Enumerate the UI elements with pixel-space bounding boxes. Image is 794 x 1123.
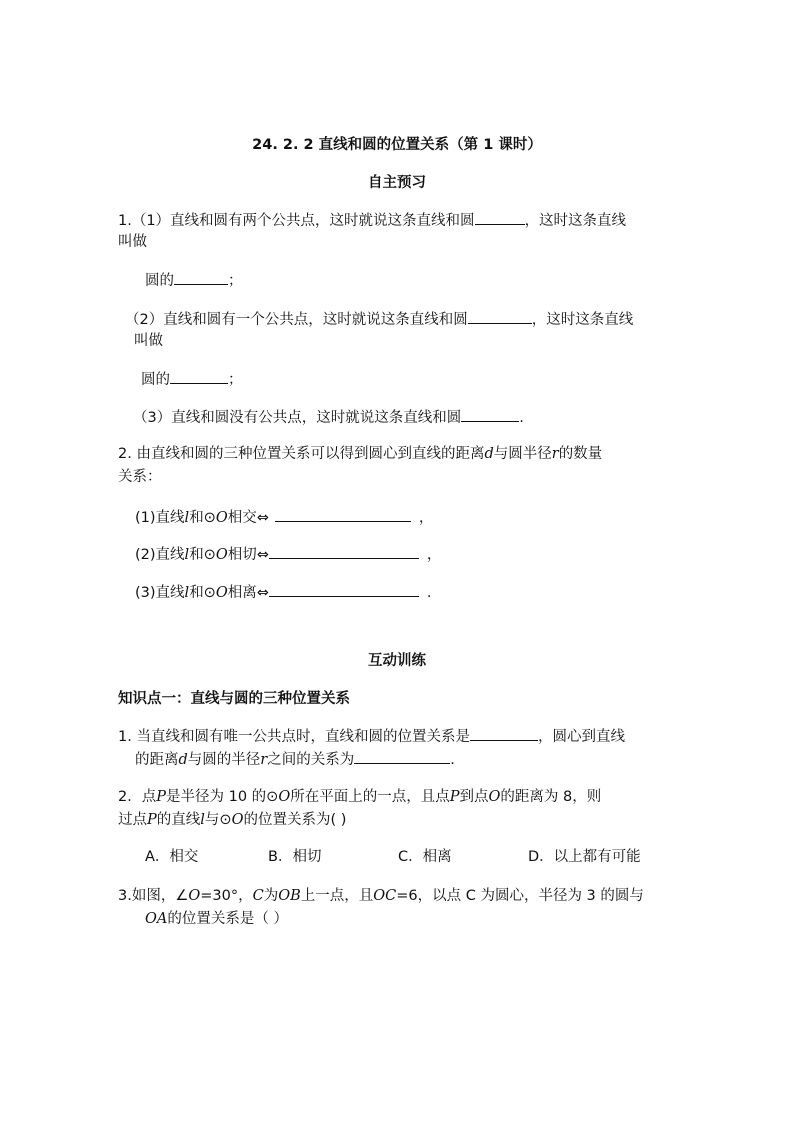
page-title: 24. 2. 2 直线和圆的位置关系（第 1 课时） bbox=[252, 137, 542, 153]
section-heading-preview: 自主预习 bbox=[368, 175, 426, 191]
q1-part2-line2: 叫做 bbox=[134, 333, 163, 349]
answer-blank[interactable] bbox=[174, 270, 228, 285]
answer-blank[interactable] bbox=[354, 749, 450, 764]
answer-blank[interactable] bbox=[275, 507, 411, 522]
q2-line2: 关系： bbox=[118, 469, 162, 485]
option-a[interactable]: A．相交 bbox=[145, 849, 199, 865]
q1-part1-line2: 叫做 bbox=[118, 234, 147, 250]
option-d[interactable]: D．以上都有可能 bbox=[528, 849, 641, 865]
q1-part2-line1: （2）直线和圆有一个公共点，这时就说这条直线和圆 ，这时这条直线 bbox=[125, 309, 633, 330]
answer-blank[interactable] bbox=[269, 582, 419, 597]
q1-part1-line3: 圆的 ； bbox=[145, 270, 243, 291]
option-b[interactable]: B．相切 bbox=[268, 849, 322, 865]
answer-blank[interactable] bbox=[470, 726, 538, 741]
answer-blank[interactable] bbox=[468, 309, 532, 324]
p1-line1: 1. 当直线和圆有唯一公共点时，直线和圆的位置关系是 ，圆心到直线 bbox=[118, 726, 625, 747]
relation-tangent: (2)直线l和⊙O相切⇔ ， bbox=[135, 544, 441, 565]
p2-line2: 过点P的直线l与⊙O的位置关系为( ) bbox=[118, 812, 347, 828]
option-c[interactable]: C．相离 bbox=[398, 849, 452, 865]
answer-blank[interactable] bbox=[461, 407, 519, 422]
p1-line2: 的距离d与圆的半径r之间的关系为 . bbox=[135, 749, 455, 770]
q1-part3-line1: （3）直线和圆没有公共点，这时就说这条直线和圆 . bbox=[133, 407, 524, 428]
q2-line1: 2. 由直线和圆的三种位置关系可以得到圆心到直线的距离d与圆半径r的数量 bbox=[118, 446, 603, 462]
section-heading-practice: 互动训练 bbox=[368, 653, 426, 669]
knowledge-point-heading: 知识点一：直线与圆的三种位置关系 bbox=[118, 691, 350, 707]
relation-intersect: (1)直线l和⊙O相交⇔ ， bbox=[135, 507, 433, 528]
relation-separate: (3)直线l和⊙O相离⇔ . bbox=[135, 582, 432, 603]
p3-line1: 3.如图，∠O=30°，C为OB上一点，且OC=6，以点 C 为圆心，半径为 3 的圆与 bbox=[118, 888, 644, 904]
q1-part1-line1: 1.（1）直线和圆有两个公共点，这时就说这条直线和圆 ，这时这条直线 bbox=[118, 210, 626, 231]
answer-blank[interactable] bbox=[269, 544, 419, 559]
answer-blank[interactable] bbox=[475, 210, 525, 225]
p2-line1: 2．点P是半径为 10 的⊙O所在平面上的一点，且点P到点O的距离为 8，则 bbox=[118, 789, 602, 805]
q1-part2-line3: 圆的 ； bbox=[141, 369, 243, 390]
p3-line2: OA的位置关系是（ ） bbox=[145, 911, 288, 927]
answer-blank[interactable] bbox=[170, 369, 228, 384]
